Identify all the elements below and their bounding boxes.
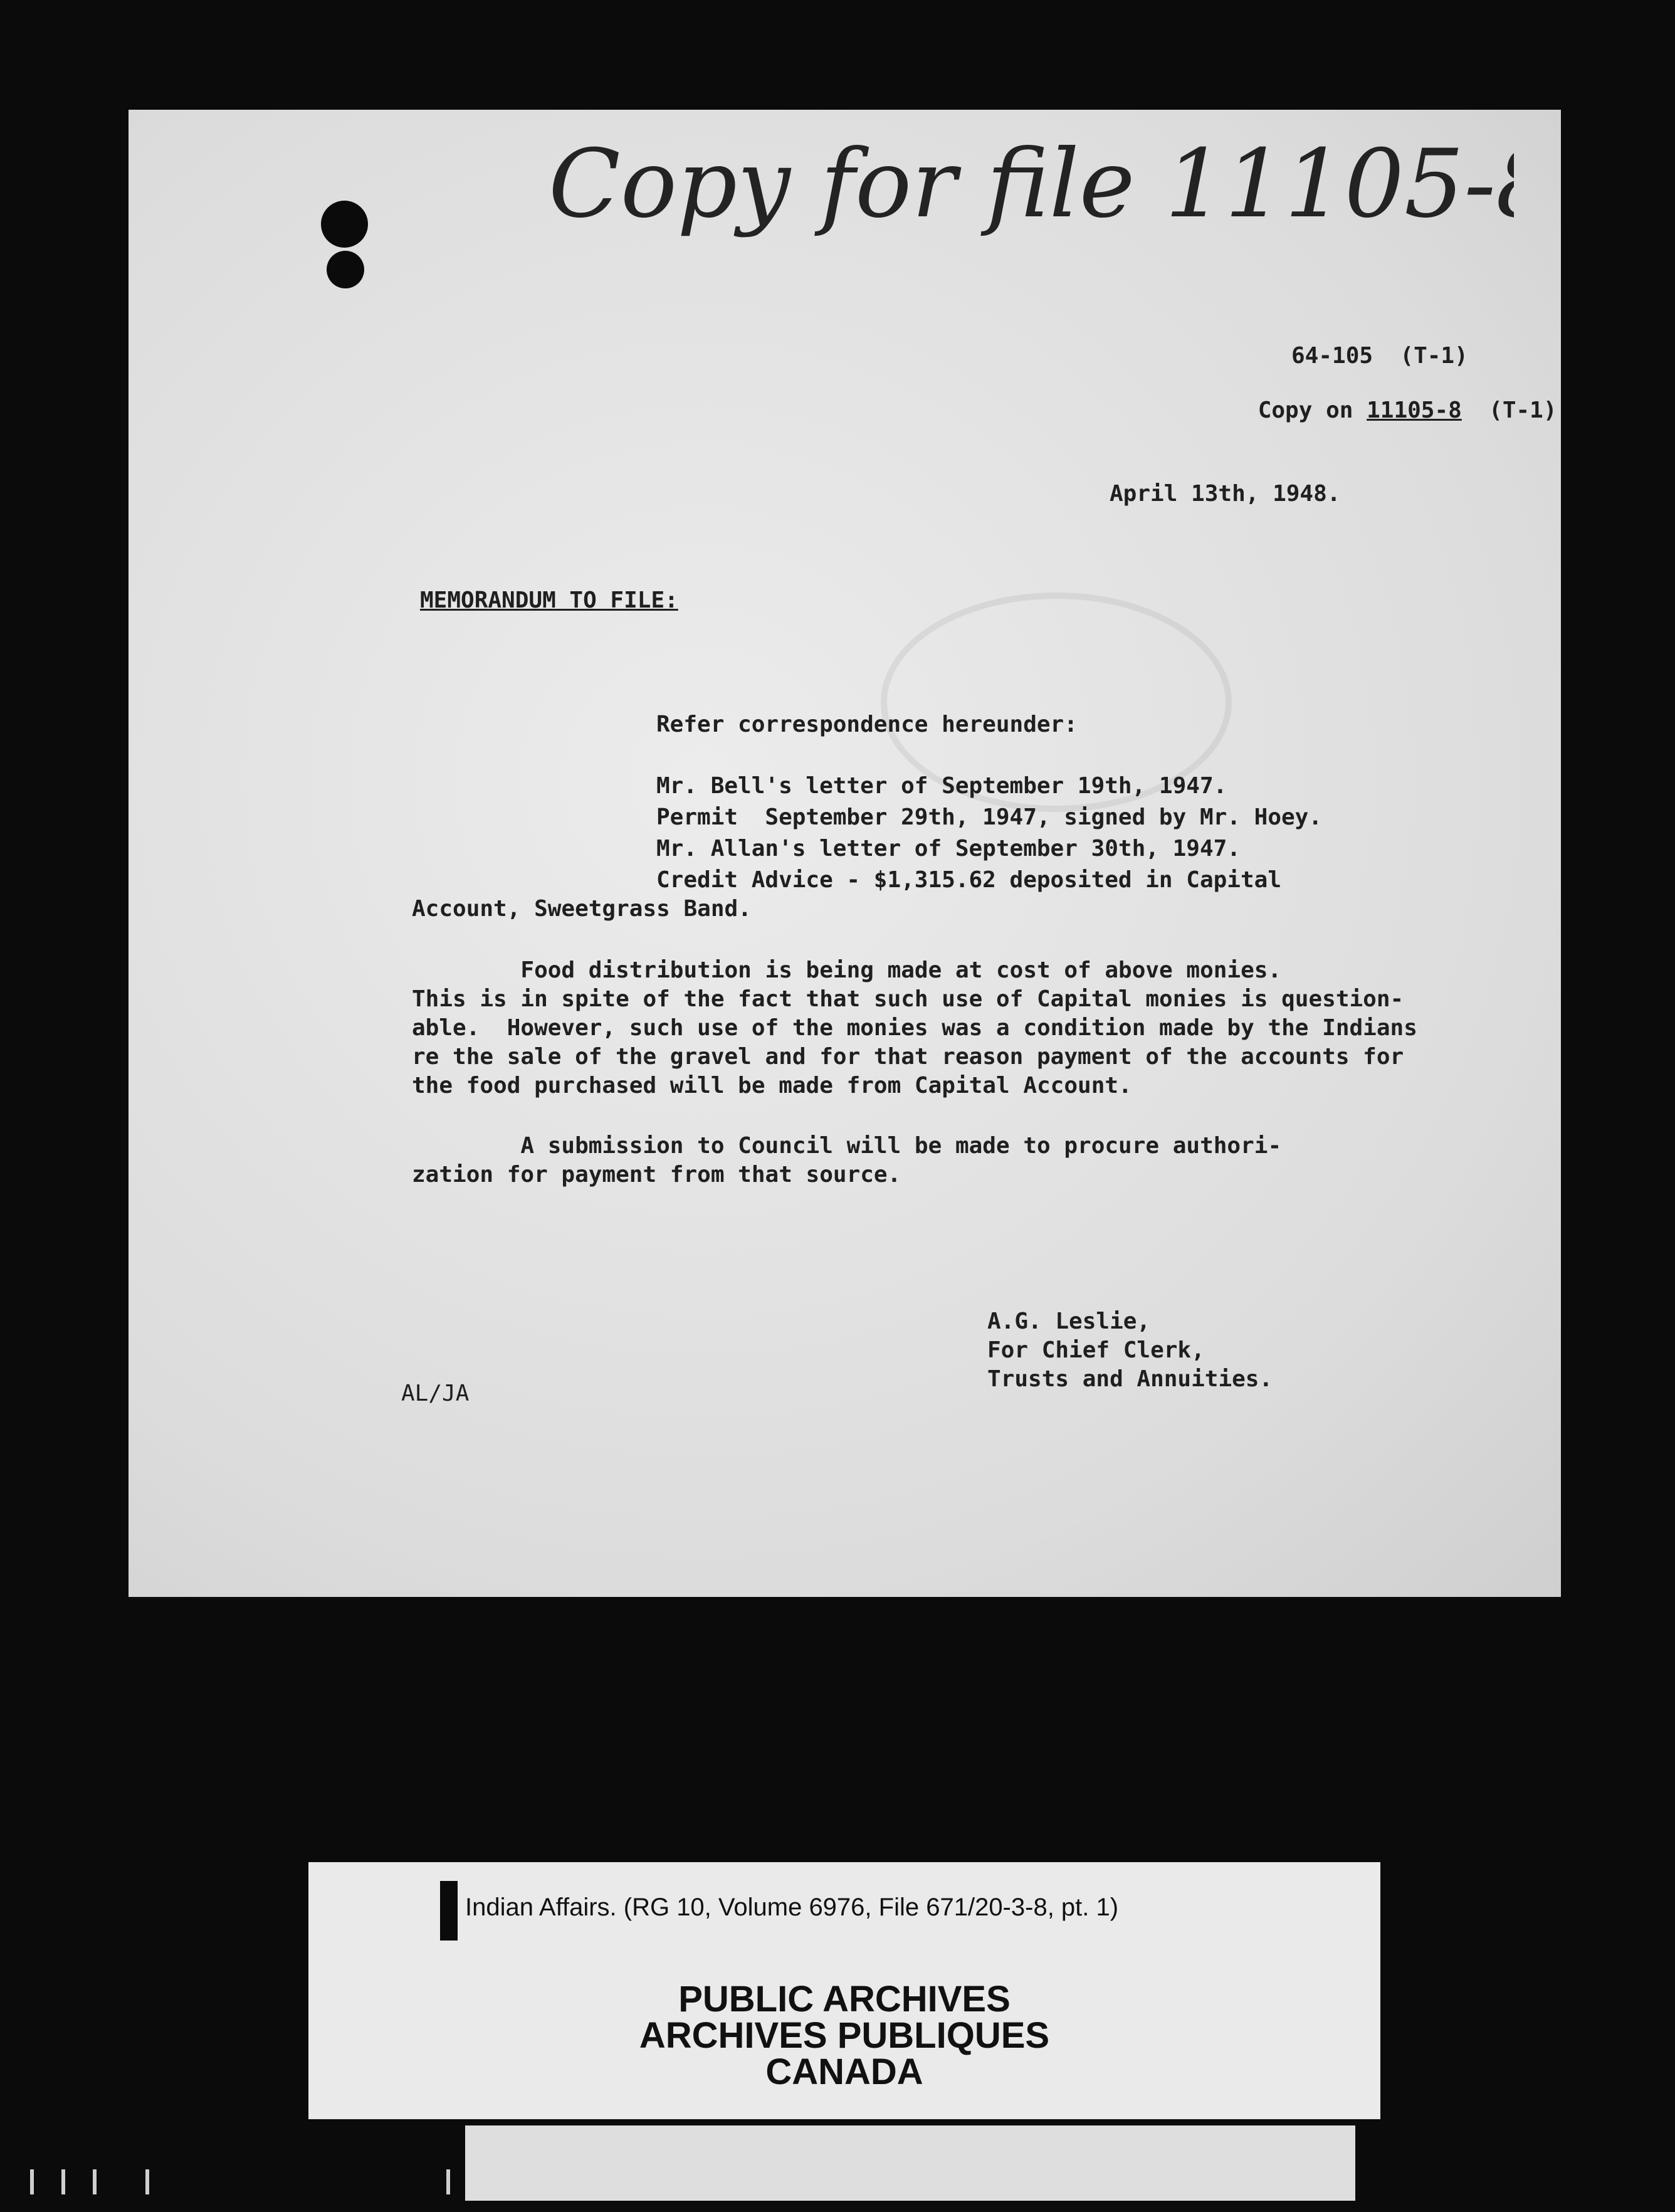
signature-line: Trusts and Annuities. <box>987 1366 1273 1392</box>
file-ref-prefix: Copy on <box>1258 398 1367 423</box>
reference-item: Mr. Bell's letter of September 19th, 1947. <box>656 773 1227 799</box>
reference-item: Mr. Allan's letter of September 30th, 1947. <box>656 836 1241 861</box>
archive-line2: ARCHIVES PUBLIQUES <box>639 2015 1050 2056</box>
file-ref-line1: 64-105 (T-1) <box>1291 343 1468 369</box>
paragraph-line: A submission to Council will be made to procure authori- <box>412 1133 1282 1159</box>
archive-label <box>308 1862 1380 2119</box>
signature-line: A.G. Leslie, <box>987 1309 1151 1334</box>
handwritten-note <box>542 122 1514 266</box>
initials: AL/JA <box>401 1381 470 1406</box>
label-marker-right <box>1405 1897 1431 1953</box>
handwritten-note-graphic <box>542 122 1514 266</box>
archive-citation: Indian Affairs. (RG 10, Volume 6976, File 671/20-3-8, pt. 1) <box>465 1893 1119 1921</box>
handwritten-note-text: Copy for file 11105-8 <box>549 130 1514 239</box>
paragraph-line: re the sale of the gravel and for that reason payment of the accounts for <box>412 1044 1404 1070</box>
file-ref-suffix: (T-1) <box>1461 398 1557 423</box>
paragraph-line: Food distribution is being made at cost of above monies. <box>412 957 1282 983</box>
paragraph-line: This is in spite of the fact that such use of Capital monies is question- <box>412 986 1404 1012</box>
punch-hole-top <box>321 201 368 248</box>
paragraph-line: zation for payment from that source. <box>412 1162 901 1188</box>
memo-heading: MEMORANDUM TO FILE: <box>420 587 678 613</box>
signature-line: For Chief Clerk, <box>987 1337 1205 1363</box>
film-tick <box>30 2169 34 2194</box>
punch-hole-bottom <box>327 251 364 288</box>
file-ref-line2 <box>1204 372 1557 449</box>
film-tick <box>93 2169 97 2194</box>
paragraph-line: able. However, such use of the monies was a condition made by the Indians <box>412 1015 1417 1041</box>
film-strip <box>465 2125 1355 2201</box>
archive-line3: CANADA <box>765 2051 923 2092</box>
film-tick <box>145 2169 149 2194</box>
paragraph-line: the food purchased will be made from Capital Account. <box>412 1073 1132 1098</box>
memo-date: April 13th, 1948. <box>1110 481 1341 507</box>
refer-line: Refer correspondence hereunder: <box>656 712 1078 737</box>
label-marker-left <box>440 1881 458 1941</box>
film-tick <box>61 2169 65 2194</box>
reference-item: Credit Advice - $1,315.62 deposited in Capital <box>656 867 1281 893</box>
document-page <box>129 110 1561 1597</box>
archive-line1: PUBLIC ARCHIVES <box>678 1979 1011 2020</box>
reference-continuation: Account, Sweetgrass Band. <box>412 896 752 922</box>
reference-item: Permit September 29th, 1947, signed by Mr. Hoey. <box>656 804 1323 830</box>
film-tick <box>446 2169 450 2194</box>
file-ref-number: 11105-8 <box>1367 398 1462 423</box>
